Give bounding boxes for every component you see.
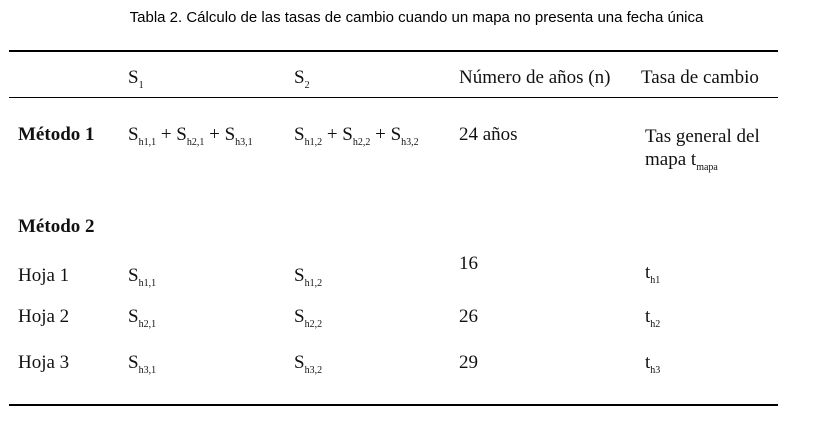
method1-s1-sum: $S_{h1,1} + S_{h2,1} + S_{h3,1}$ bbox=[128, 124, 253, 148]
method2-label: Método 2 bbox=[18, 216, 95, 237]
row-rate: $t_{h2}$ bbox=[645, 306, 661, 330]
row-years: 29 bbox=[459, 352, 478, 373]
row-years: 26 bbox=[459, 306, 478, 327]
header-rate: Tasa de cambio bbox=[641, 67, 759, 88]
row-s1: $S_{h3,1}$ bbox=[128, 352, 157, 376]
method1-years: 24 años bbox=[459, 124, 518, 145]
header-s1: $S_1$ bbox=[128, 67, 144, 91]
table-row-label: Hoja 1 bbox=[18, 265, 70, 286]
row-s1: $S_{h1,1}$ bbox=[128, 265, 157, 289]
table-row-label: Hoja 3 bbox=[18, 352, 70, 373]
bottom-rule bbox=[9, 404, 778, 406]
row-s2: $S_{h2,2}$ bbox=[294, 306, 323, 330]
row-s1: $S_{h2,1}$ bbox=[128, 306, 157, 330]
header-s2: $S_2$ bbox=[294, 67, 310, 91]
row-years: 16 bbox=[459, 253, 478, 274]
method1-s2-sum: $S_{h1,2} + S_{h2,2} + S_{h3,2}$ bbox=[294, 124, 419, 148]
header-years: Número de años (n) bbox=[459, 67, 611, 88]
top-rule bbox=[9, 50, 778, 52]
row-s2: $S_{h1,2}$ bbox=[294, 265, 323, 289]
method1-rate: Tas general del mapa $t_{mapa}$ bbox=[645, 126, 760, 173]
method1-label: Método 1 bbox=[18, 124, 95, 145]
table-row-label: Hoja 2 bbox=[18, 306, 70, 327]
row-rate: $t_{h1}$ bbox=[645, 262, 661, 286]
table-caption: Tabla 2. Cálculo de las tasas de cambio cuando un mapa no presenta una fecha única bbox=[129, 9, 704, 26]
header-rule bbox=[9, 97, 778, 98]
row-rate: $t_{h3}$ bbox=[645, 352, 661, 376]
row-s2: $S_{h3,2}$ bbox=[294, 352, 323, 376]
